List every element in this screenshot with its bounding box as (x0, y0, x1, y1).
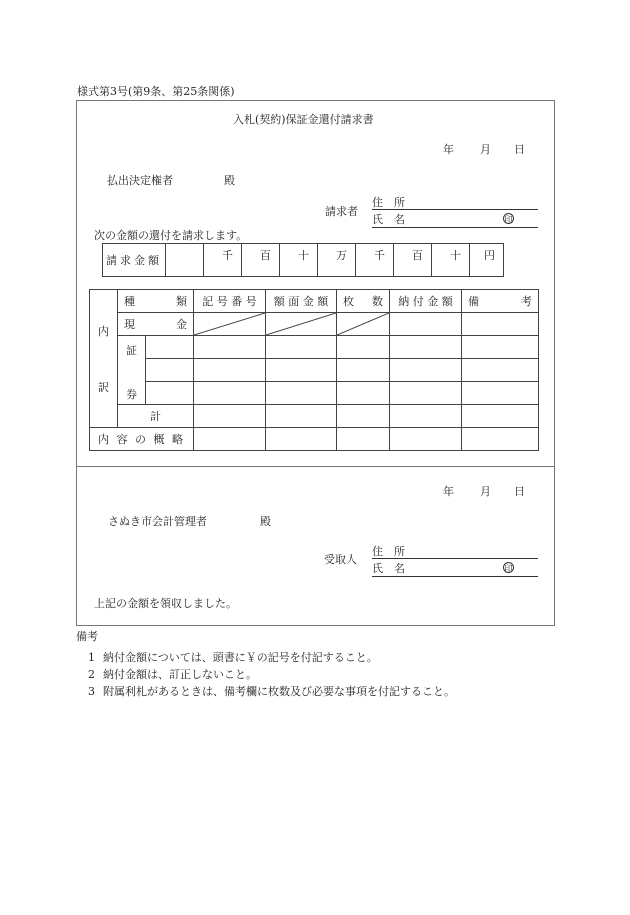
note-item: 1 納付金額については、頭書に￥の記号を付記すること。 (88, 651, 378, 664)
cash-face-value-slashed (266, 313, 337, 336)
securities-row (90, 382, 539, 405)
header-type: 種 類 (118, 290, 194, 313)
securities-face-value-cell[interactable] (266, 336, 337, 359)
total-count-cell[interactable] (337, 405, 390, 428)
total-serial-cell[interactable] (194, 405, 266, 428)
claimant-name-field[interactable] (372, 227, 538, 228)
receipt-day-label: 日 (514, 485, 525, 498)
securities-serial-cell[interactable] (194, 382, 266, 405)
recipient-name-field[interactable] (372, 576, 538, 577)
amount-cell-hyaku2[interactable]: 百 (242, 244, 280, 277)
date-year-label: 年 (443, 143, 454, 156)
claimant-address-field[interactable] (372, 209, 538, 210)
securities-type-cell[interactable] (146, 336, 194, 359)
cash-count-slashed (337, 313, 390, 336)
section-divider (76, 466, 555, 467)
receipt-month-label: 月 (480, 485, 491, 498)
request-text: 次の金額の還付を請求します。 (94, 229, 248, 242)
note-item: 2 納付金額は、訂正しないこと。 (88, 668, 257, 681)
securities-type-cell[interactable] (146, 382, 194, 405)
summary-cell[interactable] (337, 428, 390, 451)
header-row (90, 290, 539, 313)
securities-face-value-cell[interactable] (266, 382, 337, 405)
amount-cell-sen[interactable]: 千 (356, 244, 394, 277)
amount-table (102, 243, 504, 277)
securities-count-cell[interactable] (337, 359, 390, 382)
securities-paid-amount-cell[interactable] (390, 336, 462, 359)
recipient-name-label: 氏 名 (372, 562, 405, 575)
recipient-address-label: 住 所 (372, 545, 405, 558)
securities-serial-cell[interactable] (194, 336, 266, 359)
cash-serial-slashed (194, 313, 266, 336)
claimant-name-label: 氏 名 (372, 213, 405, 226)
header-paid-amount: 納 付 金 額 (390, 290, 462, 313)
total-paid-amount-cell[interactable] (390, 405, 462, 428)
amount-cell-hyaku[interactable]: 百 (394, 244, 432, 277)
securities-remarks-cell[interactable] (462, 336, 539, 359)
summary-label: 内 容 の 概 略 (90, 428, 194, 451)
summary-cell[interactable] (390, 428, 462, 451)
securities-label: 証 券 (118, 336, 146, 405)
date-month-label: 月 (480, 143, 491, 156)
form-label: 様式第3号(第9条、第25条関係) (77, 85, 235, 98)
summary-cell[interactable] (266, 428, 337, 451)
cash-row (90, 313, 539, 336)
summary-row (90, 428, 539, 451)
amount-cell-en[interactable]: 円 (470, 244, 504, 277)
notes-heading: 備考 (76, 630, 98, 643)
header-serial: 記 号 番 号 (194, 290, 266, 313)
securities-row (90, 359, 539, 382)
amount-cell-sen2[interactable]: 千 (204, 244, 242, 277)
securities-count-cell[interactable] (337, 382, 390, 405)
notes-list (88, 652, 455, 703)
header-face-value: 額 面 金 額 (266, 290, 337, 313)
receipt-addressee-honorific: 殿 (260, 515, 271, 528)
securities-count-cell[interactable] (337, 336, 390, 359)
claimant-address-label: 住 所 (372, 196, 405, 209)
total-row (90, 405, 539, 428)
breakdown-side-label (90, 290, 118, 428)
note-item: 3 附属利札があるときは、備考欄に枚数及び必要な事項を付記すること。 (88, 685, 455, 698)
seal-icon: 印 (504, 564, 513, 573)
receipt-addressee-name: さぬき市会計管理者 (108, 515, 207, 528)
receipt-year-label: 年 (443, 485, 454, 498)
securities-paid-amount-cell[interactable] (390, 359, 462, 382)
seal-icon: 印 (504, 215, 513, 224)
securities-row (90, 336, 539, 359)
securities-paid-amount-cell[interactable] (390, 382, 462, 405)
cash-label: 現 金 (118, 313, 194, 336)
securities-type-cell[interactable] (146, 359, 194, 382)
addressee-honorific: 殿 (224, 174, 235, 187)
claimant-label: 請求者 (325, 205, 358, 218)
amount-cell[interactable] (166, 244, 204, 277)
amount-cell-juu[interactable]: 十 (432, 244, 470, 277)
recipient-address-field[interactable] (372, 558, 538, 559)
summary-cell[interactable] (462, 428, 539, 451)
securities-remarks-cell[interactable] (462, 382, 539, 405)
side-label-wake: 訳 (98, 380, 109, 394)
securities-serial-cell[interactable] (194, 359, 266, 382)
recipient-label: 受取人 (324, 553, 357, 566)
securities-remarks-cell[interactable] (462, 359, 539, 382)
form-title: 入札(契約)保証金還付請求書 (233, 113, 374, 126)
addressee-name: 払出決定権者 (107, 174, 173, 187)
side-label-uchi: 内 (98, 324, 109, 338)
breakdown-table (89, 289, 539, 451)
total-face-value-cell[interactable] (266, 405, 337, 428)
total-remarks-cell[interactable] (462, 405, 539, 428)
date-day-label: 日 (514, 143, 525, 156)
header-remarks: 備 考 (462, 290, 539, 313)
received-text: 上記の金額を領収しました。 (94, 597, 237, 610)
amount-cell-juu2[interactable]: 十 (280, 244, 318, 277)
amount-label: 請求金額 (103, 244, 166, 277)
cash-remarks-cell[interactable] (462, 313, 539, 336)
summary-cell[interactable] (194, 428, 266, 451)
securities-face-value-cell[interactable] (266, 359, 337, 382)
header-count: 枚 数 (337, 290, 390, 313)
total-label: 計 (118, 405, 194, 428)
amount-cell-man[interactable]: 万 (318, 244, 356, 277)
cash-paid-amount-cell[interactable] (390, 313, 462, 336)
